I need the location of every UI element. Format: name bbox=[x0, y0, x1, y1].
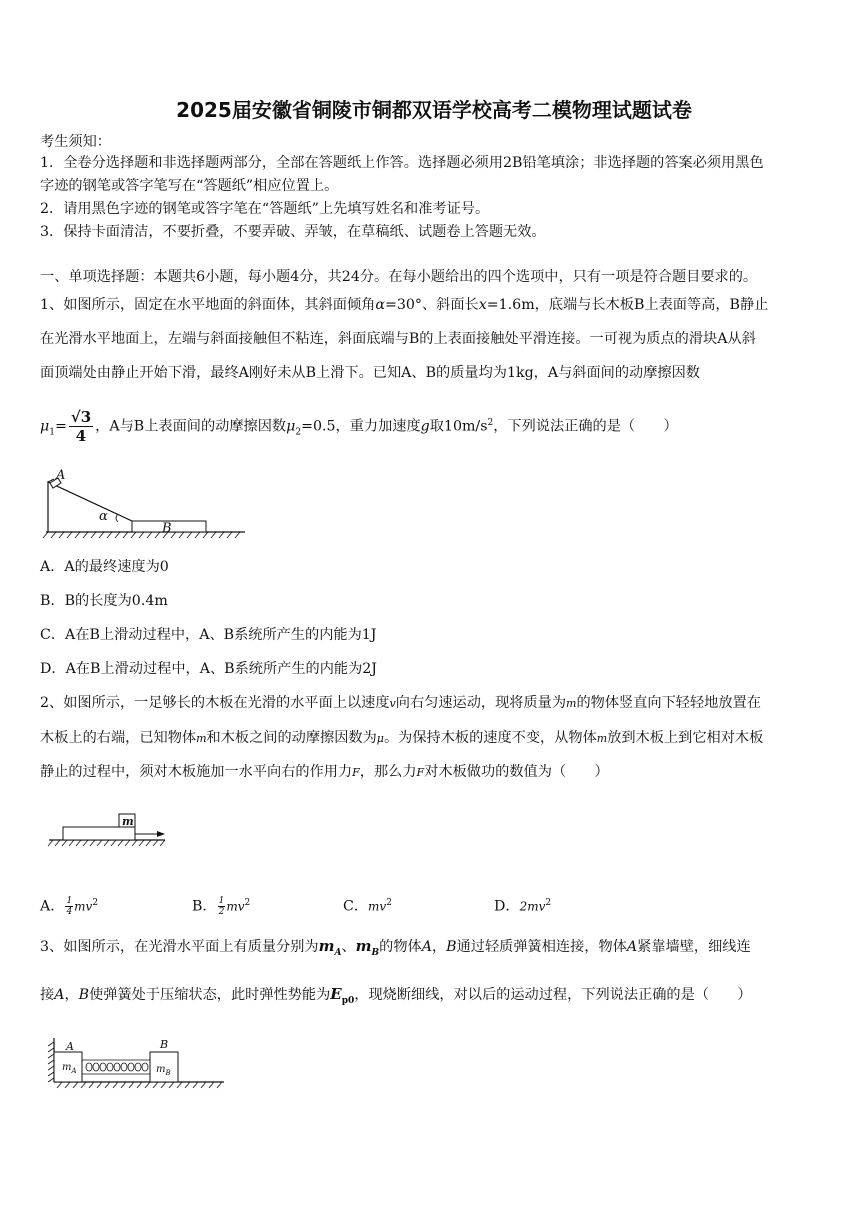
sqrt3-over-4-fraction: $\frac{√3}{4}$ bbox=[70, 408, 92, 446]
notice-item: 3．保持卡面清洁，不要折叠，不要弄破、弄皱，在草稿纸、试题卷上答题无效。 bbox=[40, 224, 546, 240]
q2-option-c: C．$mv^2$ bbox=[343, 898, 392, 915]
fig-label-ma: $m_A$ bbox=[62, 1062, 77, 1075]
q1-line-1: 1、如图所示，固定在水平地面的斜面体，其斜面倾角α=30°、斜面长x=1.6m，底端与长木板B上表面等高，B静止 bbox=[40, 297, 769, 313]
q2-line-1: 2、如图所示，一足够长的木板在光滑的水平面上以速度v向右匀速运动，现将质量为m的物体竖直向下轻轻地放置在 bbox=[40, 695, 761, 711]
board-diagram bbox=[45, 806, 175, 856]
fig-label-a: A bbox=[56, 468, 66, 483]
q3-line-2: 接A，B使弹簧处于压缩状态，此时弹性势能为$E_{p0}$，现烧断细线，对以后的运动过程，下列说法正确的是（ ） bbox=[40, 985, 752, 1006]
notice-item: 字迹的钢笔或答字笔写在“答题纸”相应位置上。 bbox=[40, 178, 339, 194]
notice-heading: 考生须知： bbox=[40, 134, 111, 150]
notice-item: 1．全卷分选择题和非选择题两部分，全部在答题纸上作答。选择题必须用2B铅笔填涂；非选择题的答案必须用黑色 bbox=[40, 155, 764, 171]
page-title: 2025届安徽省铜陵市铜都双语学校高考二模物理试题试卷 bbox=[176, 98, 692, 122]
q2-line-3: 静止的过程中，须对木板施加一水平向右的作用力F，那么力F对木板做功的数值为（ ） bbox=[40, 764, 609, 780]
fig-label-b: B bbox=[160, 1038, 169, 1051]
q3-line-1: 3、如图所示，在光滑水平面上有质量分别为$m_A$、$m_B$的物体A，B通过轻质弹簧相连接，物体A紧靠墙壁，细线连 bbox=[40, 937, 751, 958]
q2-option-d: D．$2mv^2$ bbox=[494, 898, 552, 915]
q2-option-a: A． $\frac{1}{4}$ $mv^2$ bbox=[40, 896, 99, 918]
q2-option-b: B． $\frac{1}{2}$ $mv^2$ bbox=[192, 896, 251, 918]
notice-item: 2．请用黑色字迹的钢笔或答字笔在“答题纸”上先填写姓名和准考证号。 bbox=[40, 201, 490, 217]
q1-option-a: A．A的最终速度为0 bbox=[40, 559, 169, 575]
fig-label-m: m bbox=[122, 815, 134, 828]
incline-diagram bbox=[40, 462, 250, 542]
q1-line-3: 面顶端处由静止开始下滑，最终A刚好未从B上滑下。已知A、B的质量均为1kg，A与斜面间的动摩擦因数 bbox=[40, 365, 700, 381]
q1-line-4: $\mu_1=$ $\frac{√3}{4}$ ，A与B上表面间的动摩擦因数$\mu_2=0.5$，重力加速度g取$10m/s^2$，下列说法正确的是（ ） bbox=[40, 408, 678, 446]
fig-label-b: B bbox=[162, 521, 172, 536]
q2-line-2: 木板上的右端，已知物体m和木板之间的动摩擦因数为μ。为保持木板的速度不变，从物体m放到木板上到它相对木板 bbox=[40, 730, 764, 746]
fig-label-alpha: α bbox=[99, 509, 108, 524]
section-heading: 一、单项选择题：本题共6小题，每小题4分，共24分。在每小题给出的四个选项中，只有一项是符合题目要求的。 bbox=[40, 269, 758, 285]
fig-label-a: A bbox=[66, 1040, 74, 1053]
q1-line-2: 在光滑水平地面上，左端与斜面接触但不粘连，斜面底端与B的上表面接触处平滑连接。一可视为质点的滑块A从斜 bbox=[40, 331, 756, 347]
fig-label-mb: $m_B$ bbox=[156, 1064, 171, 1077]
q1-option-d: D．A在B上滑动过程中，A、B系统所产生的内能为2J bbox=[40, 661, 377, 677]
q1-option-c: C．A在B上滑动过程中，A、B系统所产生的内能为1J bbox=[40, 627, 377, 643]
q1-option-b: B．B的长度为0.4m bbox=[40, 593, 168, 609]
